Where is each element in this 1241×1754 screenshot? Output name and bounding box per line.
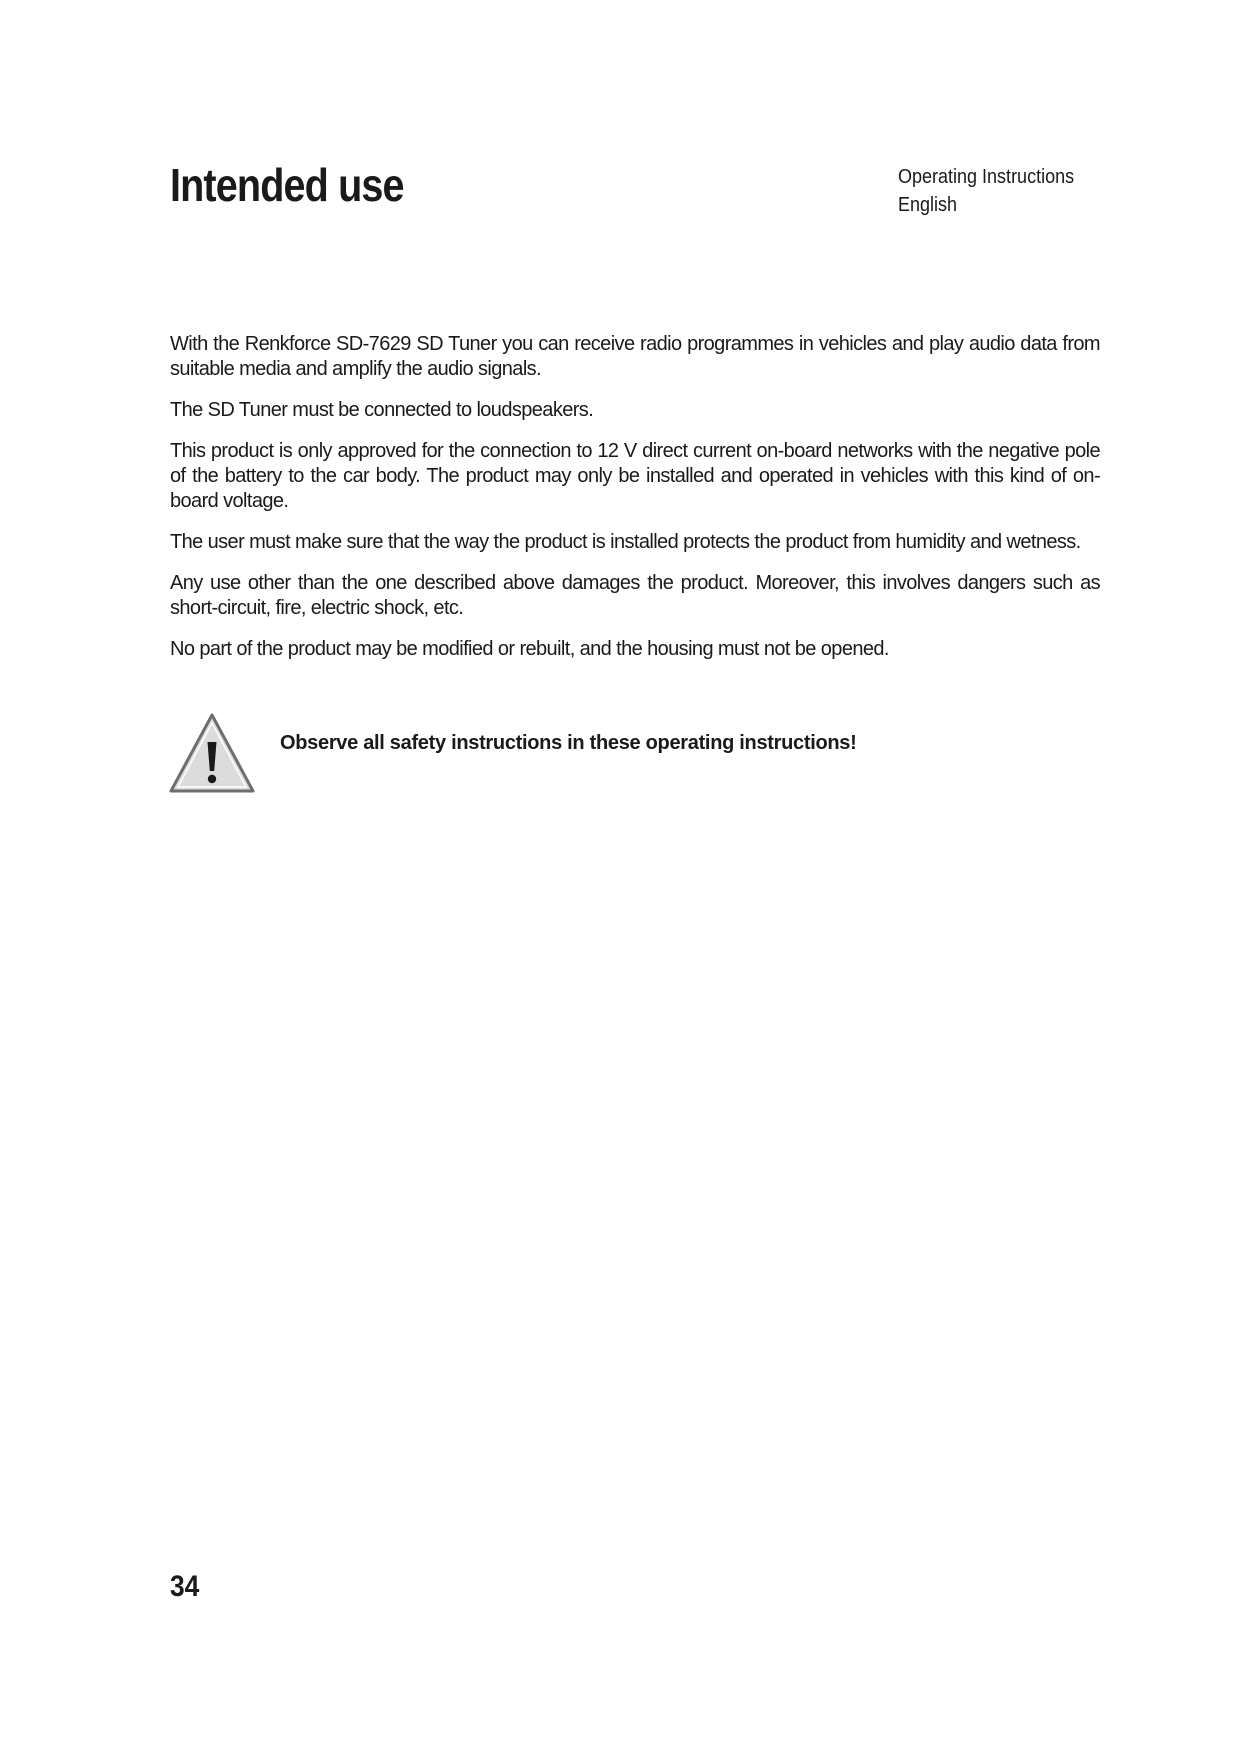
notice-text: Observe all safety instructions in these operating instructions! bbox=[280, 732, 857, 754]
paragraph: Any use other than the one described above damages the product. Moreover, this involves dangers such as short-circuit, fire, electric shock, etc. bbox=[170, 572, 1100, 619]
document-language: English bbox=[898, 194, 958, 216]
page-title: Intended use bbox=[170, 159, 404, 211]
paragraph: With the Renkforce SD-7629 SD Tuner you can receive radio programmes in vehicles and play audio data from suitable media and amplify the audio signals. bbox=[170, 333, 1100, 380]
document-type: Operating Instructions bbox=[898, 166, 1075, 188]
body-text bbox=[170, 332, 1100, 678]
paragraph: This product is only approved for the connection to 12 V direct current on-board networks with the negative pole of the battery to the car body. The product may only be installed and operated in vehicles with this kind of on-board voltage. bbox=[170, 440, 1100, 512]
paragraph: The user must make sure that the way the product is installed protects the product from humidity and wetness. bbox=[170, 531, 1081, 553]
paragraph: No part of the product may be modified or rebuilt, and the housing must not be opened. bbox=[170, 638, 889, 660]
paragraph: The SD Tuner must be connected to loudspeakers. bbox=[170, 399, 594, 421]
page-number: 34 bbox=[170, 1570, 200, 1603]
warning-triangle-icon bbox=[168, 712, 256, 794]
safety-notice bbox=[168, 712, 1098, 798]
document-meta bbox=[898, 163, 1074, 219]
